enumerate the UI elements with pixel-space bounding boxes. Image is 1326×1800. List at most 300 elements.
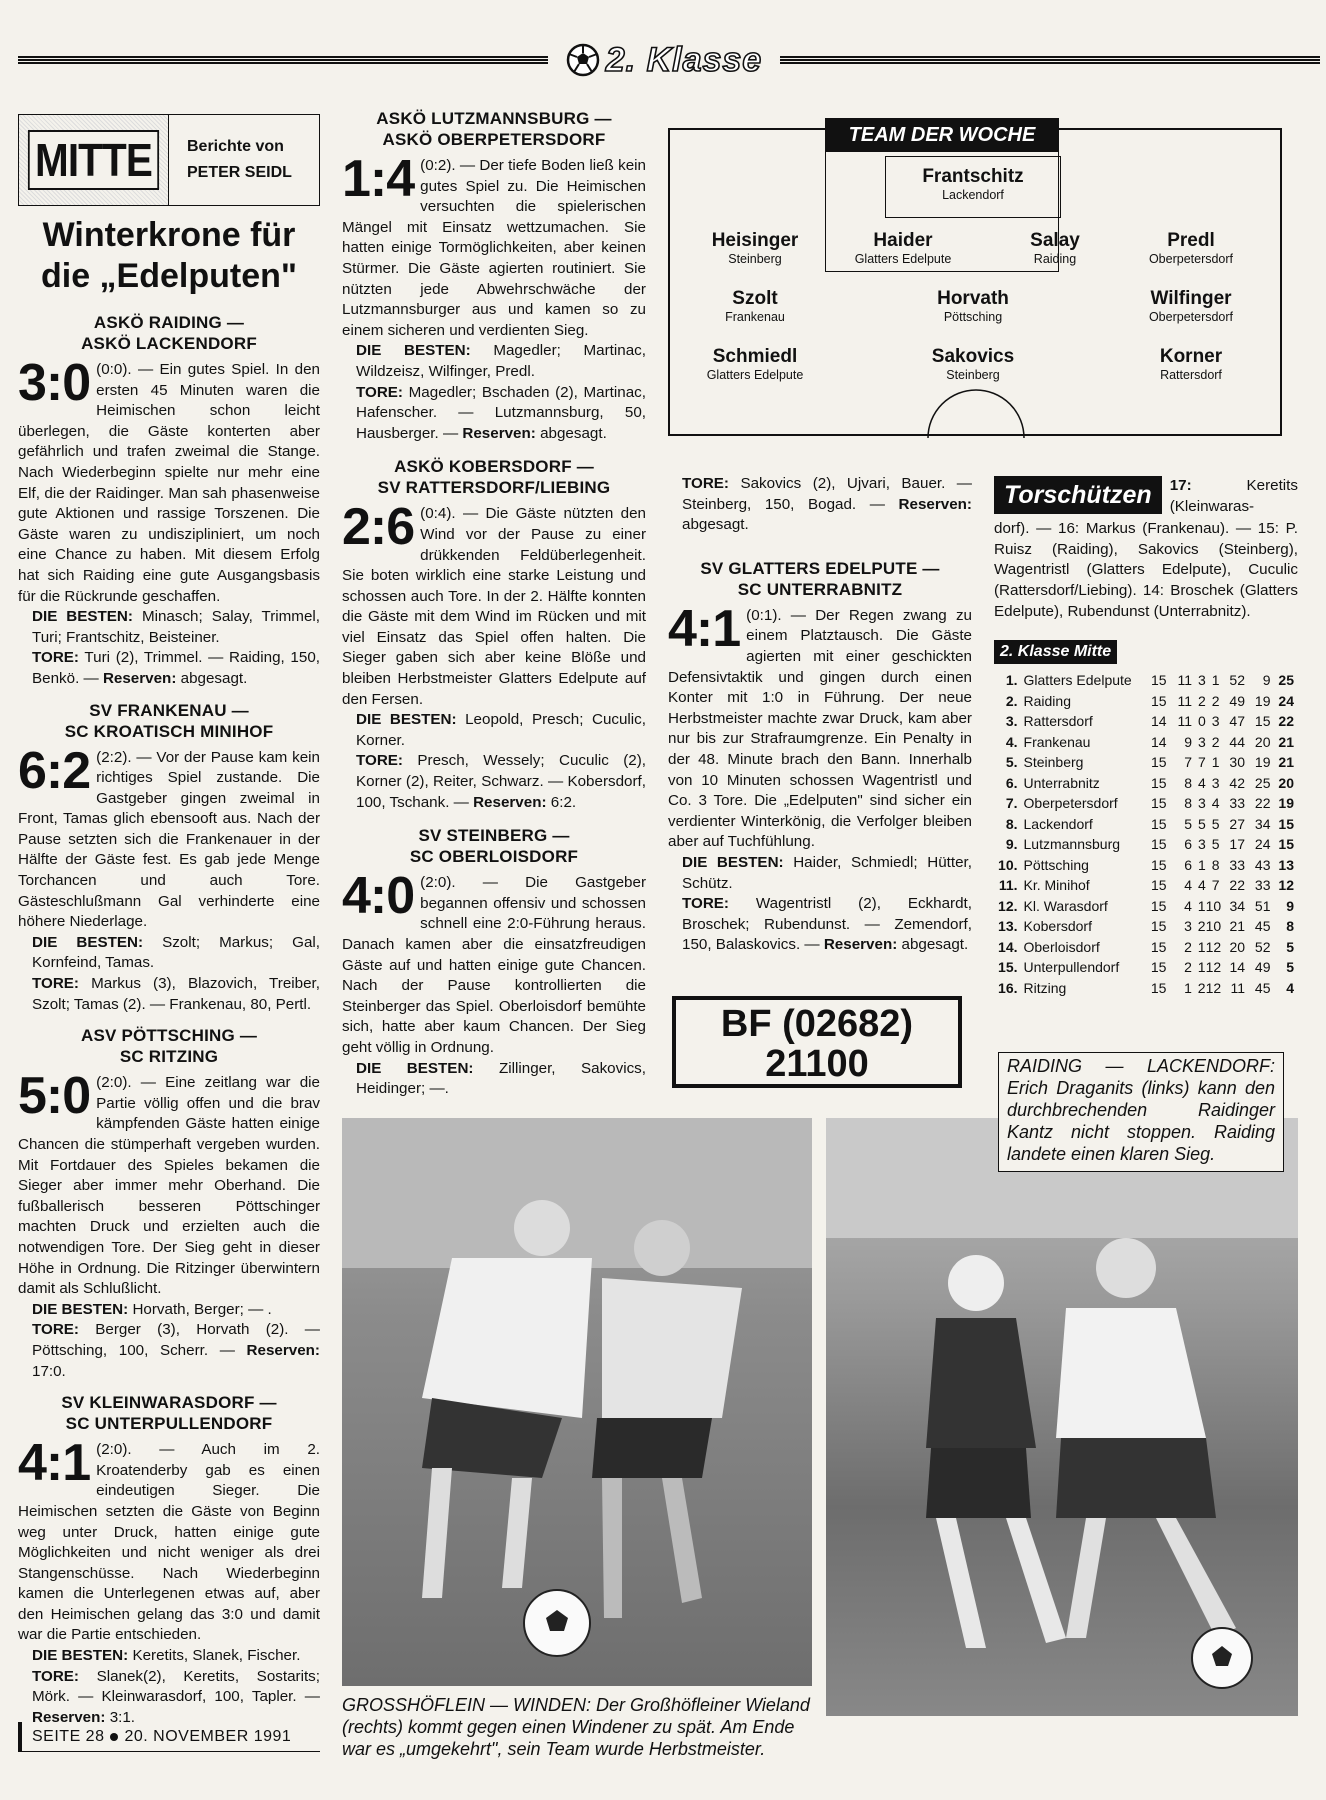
table-cell-pt: 15 xyxy=(1278,815,1294,832)
table-cell-u: 3 xyxy=(1198,672,1206,688)
match-score: 4:0 xyxy=(342,867,415,926)
match-report xyxy=(342,150,646,341)
table-row xyxy=(994,896,1294,917)
table-cell-g: 11 xyxy=(1177,672,1193,688)
best-players xyxy=(18,607,320,648)
table-cell-pos: 1. xyxy=(1005,672,1018,688)
table-cell-u: 1 xyxy=(1197,959,1206,975)
table-cell-team: Kl. Warasdorf xyxy=(1023,897,1108,914)
page-date: 20. NOVEMBER 1991 xyxy=(124,1727,292,1745)
table-cell-pos: 7. xyxy=(1005,795,1018,811)
table-cell-v: 1 xyxy=(1211,754,1220,770)
byline xyxy=(169,115,319,205)
match-report xyxy=(18,1434,320,1646)
table-cell-u: 1 xyxy=(1197,897,1206,914)
table-cell-sp: 15 xyxy=(1150,979,1167,996)
table-cell-tg: 44 xyxy=(1229,733,1245,750)
table-cell-sp: 15 xyxy=(1151,795,1167,811)
table-cell-te: 33 xyxy=(1254,877,1271,893)
table-cell-pt: 15 xyxy=(1278,836,1294,852)
match-title-line: SC UNTERPULLENDORF xyxy=(65,1414,273,1434)
table-cell-v: 7 xyxy=(1211,877,1220,893)
best-text: Szolt; Markus; Gal, Kornfeind, Tamas. xyxy=(32,933,320,972)
match-score: 6:2 xyxy=(18,741,91,800)
table-cell-tg: 20 xyxy=(1229,938,1246,955)
table-cell-tg: 17 xyxy=(1229,836,1245,852)
table-cell-pos: 4. xyxy=(1005,733,1018,750)
table-cell-sp: 15 xyxy=(1151,774,1167,791)
bullet-icon xyxy=(110,1733,118,1741)
photo-caption-right: RAIDING — LACKENDORF: Erich Draganits (links) kann den durchbrechenden Raidinger Kantz nicht stoppen. Raiding landete einen klaren Sieg. xyxy=(998,1052,1284,1172)
table-cell-te: 22 xyxy=(1254,795,1271,811)
tore-label: TORE: xyxy=(682,475,729,492)
best-players xyxy=(342,1059,646,1100)
table-cell-g: 7 xyxy=(1184,754,1193,770)
table-cell-pt: 22 xyxy=(1278,713,1294,729)
report-text: (2:0). — Eine zeitlang war die Partie völlig offen und die brav kämpfenden Gäste hatten einige Chancen die stümperhaft vergeben wurden. Mit Fortdauer des Spieles bekamen die Sieger aber immer mehr Oberhand. Die fußballerisch besseren Pöttschinger machten Druck und erzielten auch die notwendigen Tore. Der Sieg geht in dieser Höhe in Ordnung. Die Ritzinger überwintern damit als Schlußlicht. xyxy=(18,1074,320,1298)
table-cell-sp: 15 xyxy=(1150,918,1167,934)
best-label: DIE BESTEN: xyxy=(32,933,144,951)
player-club: Oberpetersdorf xyxy=(1148,252,1234,266)
table-cell-u: 3 xyxy=(1198,733,1206,750)
table-cell-te: 24 xyxy=(1254,836,1271,852)
team-of-week xyxy=(668,124,1282,436)
tore-text: Sakovics (2), Ujvari, Bauer. — Steinberg, 150, Bogad. — xyxy=(682,475,972,513)
reserves-text: 6:2. xyxy=(550,793,577,811)
reserves-text: 3:1. xyxy=(109,1708,136,1726)
table-cell-tg: 14 xyxy=(1229,959,1246,975)
table-cell-v: 2 xyxy=(1211,733,1220,750)
table-cell-u: 5 xyxy=(1198,815,1206,832)
match-title xyxy=(342,108,646,150)
table-cell-te: 34 xyxy=(1254,815,1271,832)
best-label: DIE BESTEN: xyxy=(32,1647,129,1665)
table-cell-u: 3 xyxy=(1198,795,1206,811)
goals xyxy=(18,1320,320,1382)
table-cell-g: 8 xyxy=(1184,795,1193,811)
table-cell-u: 4 xyxy=(1198,877,1206,893)
report-text: (2:2). — Vor der Pause kam kein richtiges Spiel zustande. Die Gastgeber gingen zweimal in Front, Tamas glich ebensooft aus. Nach der Pause setzten sich die Frankenauer in der Hälfte der Gäste fest. Es gab jede Menge Torchancen und auch Tore. Gästeschlußmann Gal verhinderte eine höhere Niederlage. xyxy=(18,748,320,931)
table-cell-pt: 5 xyxy=(1286,938,1294,955)
table-cell-u: 2 xyxy=(1197,979,1206,996)
goals xyxy=(18,974,320,1015)
best-label: DIE BESTEN: xyxy=(356,711,457,729)
byline-2: PETER SEIDL xyxy=(187,164,292,181)
best-text: Keretits, Slanek, Fischer. xyxy=(132,1647,301,1665)
table-cell-te: 45 xyxy=(1254,918,1271,934)
player-club: Oberpetersdorf xyxy=(1148,310,1234,324)
goals xyxy=(342,383,646,445)
table-cell-pt: 4 xyxy=(1286,979,1294,996)
reserves-label: Reserven: xyxy=(823,936,898,954)
table-cell-tg: 33 xyxy=(1229,856,1245,873)
table-cell-v: 1 xyxy=(1211,672,1220,688)
table-row xyxy=(994,875,1294,896)
player-card xyxy=(670,230,840,267)
table-cell-v: 12 xyxy=(1205,959,1222,975)
player-card xyxy=(1106,288,1276,325)
header-section xyxy=(548,38,780,82)
match-report xyxy=(342,867,646,1058)
table-cell-pt: 25 xyxy=(1278,672,1294,688)
table-cell-g: 2 xyxy=(1184,938,1192,955)
table-cell-te: 49 xyxy=(1254,959,1271,975)
reserves-label: Reserven: xyxy=(102,669,177,687)
scorers-first xyxy=(1170,476,1298,517)
table-cell-sp: 15 xyxy=(1151,692,1167,709)
table-cell-g: 11 xyxy=(1177,713,1193,729)
table-cell-pos: 13. xyxy=(998,918,1018,934)
best-players xyxy=(342,341,646,382)
reserves-text: abgesagt. xyxy=(180,669,248,687)
match-title-line: SV GLATTERS EDELPUTE — xyxy=(700,558,940,578)
player-name: Korner xyxy=(1159,346,1223,367)
best-label: DIE BESTEN: xyxy=(356,342,471,360)
table-cell-te: 19 xyxy=(1254,692,1271,709)
player-name: Salay xyxy=(1030,230,1080,251)
player-card xyxy=(888,166,1058,203)
tore-text: Presch, Wessely; Cuculic (2), Korner (2), Reiter, Schwarz. — Kobersdorf, 100, Tschank. — xyxy=(356,752,646,811)
table-cell-sp: 15 xyxy=(1150,938,1167,955)
table-cell-team: Rattersdorf xyxy=(1023,713,1093,729)
table-cell-sp: 14 xyxy=(1151,713,1167,729)
match-title xyxy=(18,700,320,742)
player-name: Haider xyxy=(873,230,933,251)
table-cell-pos: 8. xyxy=(1005,815,1018,832)
phone-line-2: 21100 xyxy=(765,1043,869,1085)
scorers-text: dorf). — 16: Markus (Frankenau). — 15: P. Ruisz (Raiding), Sakovics (Steinberg), Wagentristl (Glatters Edelpute), Cuculic (Rattersdorf/Liebing). 14: Broschek (Glatters Edelpute), Rubendunst (Unterrabnitz). xyxy=(994,520,1298,620)
reserves-label: Reserven: xyxy=(246,1341,320,1359)
tore-text: Slanek(2), Keretits, Sostarits; Mörk. — Kleinwarasdorf, 100, Tapler. — xyxy=(32,1667,320,1706)
table-cell-team: Steinberg xyxy=(1023,754,1084,770)
player-club: Frankenau xyxy=(725,310,785,324)
goals xyxy=(18,1667,320,1729)
table-cell-g: 4 xyxy=(1184,897,1192,914)
reserves-label: Reserven: xyxy=(32,1708,106,1726)
table-title: 2. Klasse Mitte xyxy=(994,640,1117,664)
best-text: Minasch; Salay, Trimmel, Turi; Frantschitz, Beisteiner. xyxy=(32,608,320,646)
table-cell-pt: 12 xyxy=(1278,877,1294,893)
table-cell-u: 7 xyxy=(1198,754,1206,770)
table-cell-u: 3 xyxy=(1198,836,1206,852)
player-card xyxy=(1106,230,1276,267)
table-cell-g: 4 xyxy=(1184,877,1193,893)
headline-line-2: die „Edelputen" xyxy=(40,257,298,295)
best-label: DIE BESTEN: xyxy=(356,1059,474,1077)
table-cell-team: Oberloisdorf xyxy=(1023,938,1100,955)
player-name: Sakovics xyxy=(931,346,1015,367)
table-row xyxy=(994,834,1294,855)
table-cell-v: 8 xyxy=(1211,856,1220,873)
match-title-line: ASKÖ OBERPETERSDORF xyxy=(382,130,606,149)
table-row xyxy=(994,732,1294,753)
player-club: Rattersdorf xyxy=(1160,368,1222,382)
table-cell-pt: 19 xyxy=(1278,795,1294,811)
table-cell-g: 11 xyxy=(1177,692,1193,709)
best-players xyxy=(668,853,972,894)
table-cell-tg: 21 xyxy=(1229,918,1246,934)
match-title-line: SC RITZING xyxy=(119,1047,219,1067)
best-label: DIE BESTEN: xyxy=(32,608,133,626)
table-cell-pos: 10. xyxy=(998,856,1018,873)
table-cell-te: 9 xyxy=(1262,672,1271,688)
table-cell-sp: 15 xyxy=(1151,836,1167,852)
player-card xyxy=(818,230,988,267)
table-cell-pos: 3. xyxy=(1005,713,1018,729)
region-label: MITTE xyxy=(28,130,159,190)
table-cell-team: Unterpullendorf xyxy=(1023,959,1120,975)
player-club: Glatters Edelpute xyxy=(706,368,804,382)
player-card xyxy=(888,346,1058,383)
match-title-line: SV RATTERSDORF/LIEBING xyxy=(377,478,611,498)
table-cell-v: 10 xyxy=(1205,897,1222,914)
match-title-line: ASKÖ LACKENDORF xyxy=(81,334,257,353)
table-cell-pt: 8 xyxy=(1286,918,1294,934)
table-cell-te: 25 xyxy=(1254,774,1271,791)
table-cell-team: Frankenau xyxy=(1023,733,1091,750)
region-label-wrap xyxy=(19,115,169,205)
best-players xyxy=(18,933,320,974)
table-cell-sp: 15 xyxy=(1150,959,1167,975)
table-cell-team: Raiding xyxy=(1023,692,1071,709)
table-cell-sp: 15 xyxy=(1150,897,1167,914)
table-cell-v: 5 xyxy=(1211,836,1220,852)
scorers-title: Torschützen xyxy=(994,476,1162,514)
headline-line-1: Winterkrone für xyxy=(42,216,296,254)
table-cell-team: Unterrabnitz xyxy=(1023,774,1100,791)
tore-text: Wagentristl (2), Eckhardt, Broschek; Rubendunst. — Zemendorf, 150, Balaskovics. — xyxy=(682,895,972,954)
match-score: 5:0 xyxy=(18,1067,91,1126)
table-row xyxy=(994,773,1294,794)
table-cell-u: 2 xyxy=(1197,918,1206,934)
table-cell-pt: 21 xyxy=(1278,754,1294,770)
tore-text: Berger (3), Horvath (2). — Pöttsching, 100, Scherr. — xyxy=(32,1321,320,1359)
player-name: Szolt xyxy=(732,288,778,309)
table-cell-u: 1 xyxy=(1198,856,1206,873)
best-players xyxy=(18,1646,320,1667)
player-card xyxy=(670,288,840,325)
league-table xyxy=(994,640,1294,998)
table-cell-g: 5 xyxy=(1184,815,1193,832)
table-cell-te: 19 xyxy=(1254,754,1271,770)
table-cell-pos: 16. xyxy=(998,979,1018,996)
reserves-text: abgesagt. xyxy=(901,936,969,954)
table-row xyxy=(994,855,1294,876)
match-score: 4:1 xyxy=(668,599,741,658)
match-title-line: SV FRANKENAU — xyxy=(89,700,249,720)
table-cell-sp: 15 xyxy=(1151,856,1167,873)
table-cell-sp: 15 xyxy=(1151,754,1167,770)
match-title xyxy=(668,558,972,600)
photo-raiding-lackendorf xyxy=(826,1118,1298,1716)
table-cell-v: 5 xyxy=(1211,815,1220,832)
table-cell-team: Kobersdorf xyxy=(1023,918,1092,934)
player-card xyxy=(670,346,840,383)
table-cell-sp: 15 xyxy=(1151,815,1167,832)
scorers-top-club: (Kleinwaras- xyxy=(1169,497,1255,515)
match-score: 2:6 xyxy=(342,498,415,557)
goals xyxy=(668,474,972,536)
best-label: DIE BESTEN: xyxy=(682,853,784,871)
match-title-line: ASKÖ LUTZMANNSBURG — xyxy=(376,109,612,128)
table-row xyxy=(994,814,1294,835)
table-cell-tg: 11 xyxy=(1230,979,1246,996)
best-text: Horvath, Berger; — . xyxy=(132,1300,272,1318)
football-icon xyxy=(566,43,600,77)
table-cell-pt: 5 xyxy=(1286,959,1294,975)
match-title xyxy=(18,1392,320,1434)
player-club: Raiding xyxy=(1033,252,1077,266)
report-text: (2:0). — Auch im 2. Kroatenderby gab es einen eindeutigen Sieger. Die Heimischen setzten die Gäste von Beginn weg unter Druck, hatten einige gute Möglichkeiten und nicht weniger als drei Stangenschüsse. Nach Wiederbeginn kamen die Unterlegenen etwas auf, aber den Heimischen gelang das 3:0 und damit war die Partie entschieden. xyxy=(18,1441,320,1644)
player-name: Heisinger xyxy=(711,230,799,251)
table-row xyxy=(994,916,1294,937)
table-cell-pt: 24 xyxy=(1278,692,1294,709)
match-title-line: SV STEINBERG — xyxy=(418,826,570,846)
table-cell-team: Kr. Minihof xyxy=(1023,877,1090,893)
header-rule-left xyxy=(18,56,548,65)
tore-label: TORE: xyxy=(356,383,403,401)
goals xyxy=(18,648,320,689)
table-cell-tg: 52 xyxy=(1229,672,1245,688)
scorers-top-name: Keretits xyxy=(1246,477,1298,494)
table-row xyxy=(994,793,1294,814)
player-card xyxy=(1106,346,1276,383)
table-cell-pos: 14. xyxy=(998,938,1018,955)
table-cell-te: 15 xyxy=(1254,713,1271,729)
table-cell-te: 51 xyxy=(1254,897,1271,914)
table-cell-pt: 20 xyxy=(1278,774,1294,791)
table-cell-team: Lackendorf xyxy=(1023,815,1093,832)
table-cell-g: 6 xyxy=(1184,836,1193,852)
table-cell-u: 2 xyxy=(1198,692,1206,709)
match-title xyxy=(18,312,320,354)
tore-label: TORE: xyxy=(682,895,729,913)
table-row xyxy=(994,670,1294,691)
table-cell-v: 2 xyxy=(1211,692,1220,709)
table-cell-g: 3 xyxy=(1184,918,1192,934)
table-cell-g: 9 xyxy=(1184,733,1193,750)
table-cell-pos: 11. xyxy=(998,877,1018,893)
player-card xyxy=(888,288,1058,325)
table-cell-v: 12 xyxy=(1205,979,1222,996)
table-cell-tg: 34 xyxy=(1229,897,1246,914)
match-score: 1:4 xyxy=(342,150,415,208)
table-cell-g: 2 xyxy=(1184,959,1192,975)
match-title-line: SC OBERLOISDORF xyxy=(409,847,579,867)
table-cell-v: 10 xyxy=(1205,918,1222,934)
match-report xyxy=(18,1067,320,1300)
header-rule-right xyxy=(780,56,1320,65)
photo-caption-bottom: GROSSHÖFLEIN — WINDEN: Der Großhöfleiner Wieland (rechts) kommt gegen einen Windener zu spät. Am Ende war es „umgekehrt", sein Team wurde Herbstmeister. xyxy=(342,1695,810,1759)
table-cell-tg: 27 xyxy=(1229,815,1245,832)
column-2 xyxy=(342,108,646,1100)
table-cell-g: 1 xyxy=(1184,979,1192,996)
best-text: Haider, Schmiedl; Hütter, Schütz. xyxy=(682,853,972,892)
table-cell-sp: 14 xyxy=(1151,733,1167,750)
table-cell-v: 3 xyxy=(1211,713,1220,729)
tore-text: Markus (3), Blazovich, Treiber, Szolt; Tamas (2). — Frankenau, 80, Pertl. xyxy=(32,975,320,1013)
reserves-label: Reserven: xyxy=(898,495,972,513)
scorers-head xyxy=(994,476,1298,517)
table-cell-team: Glatters Edelpute xyxy=(1023,672,1132,688)
player-club: Pöttsching xyxy=(943,310,1003,324)
column-3 xyxy=(668,474,972,956)
tore-text: Turi (2), Trimmel. — Raiding, 150, Benkö. — xyxy=(32,649,320,687)
reserves-text: abgesagt. xyxy=(540,424,607,442)
table-cell-tg: 30 xyxy=(1229,754,1245,770)
football-players-illustration xyxy=(826,1118,1298,1716)
match-report xyxy=(18,354,320,607)
match-report xyxy=(342,498,646,710)
match-title-line: ASKÖ RAIDING — xyxy=(93,313,245,332)
table-cell-tg: 42 xyxy=(1229,774,1245,791)
table-cell-sp: 15 xyxy=(1151,672,1167,688)
report-text: (2:0). — Die Gastgeber begannen offensiv und schossen schnell eine 2:0-Führung heraus. Danach kamen aber die einsatzfreudigen Gäste auf und hatten einige gute Chancen. Nach der Pause kontrollierten die Steinberger das Spiel. Oberloisdorf bemühte sich, hatte aber kaum Chancen. Der Sieg geht völlig in Ordnung. xyxy=(342,874,646,1056)
report-text: (0:2). — Der tiefe Boden ließ kein gutes Spiel zu. Die Heimischen versuchten die spielerischen Mängel mit Einsatz wettzumachen. Sie hatten einige Tormöglichkeiten, aber keinen Stürmer. Die Gäste agierten routiniert. Sie nützten jede Abwehrschwäche der Lutzmannsburger aus und kamen so zu einem sicheren und verdienten Sieg. xyxy=(342,157,646,339)
match-score: 4:1 xyxy=(18,1434,91,1493)
report-text: (0:4). — Die Gäste nützten den Wind vor der Pause zu einer drükkenden Feldüberlegenheit. Sie boten wirklich eine starke Leistung und schossen auch Tore. In der 2. Hälfte konnten die Gäste mit dem Wind im Rücken und mit viel Einsatz das Spiel offen halten. Die Sieger gaben sich aber keine Blöße und bleiben Herbstmeister Glatters Edelpute auf den Fersen. xyxy=(342,505,646,708)
table-cell-pos: 9. xyxy=(1005,836,1018,852)
player-club: Steinberg xyxy=(946,368,1000,382)
best-label: DIE BESTEN: xyxy=(32,1300,129,1318)
reserves-text: 17:0. xyxy=(32,1362,66,1380)
region-box xyxy=(18,114,320,206)
tore-label: TORE: xyxy=(32,649,79,667)
table-row xyxy=(994,957,1294,978)
goals xyxy=(342,751,646,813)
table-cell-pos: 6. xyxy=(1005,774,1018,791)
table-cell-pt: 13 xyxy=(1278,856,1294,873)
table-cell-sp: 15 xyxy=(1151,877,1167,893)
best-players xyxy=(342,710,646,751)
match-title xyxy=(342,825,646,867)
football-players-illustration xyxy=(342,1118,812,1686)
table-cell-pt: 21 xyxy=(1278,733,1294,750)
table-cell-tg: 49 xyxy=(1229,692,1245,709)
reserves-label: Reserven: xyxy=(473,793,547,811)
match-title-line: ASV PÖTTSCHING — xyxy=(80,1026,258,1046)
tore-label: TORE: xyxy=(356,752,403,770)
table-cell-v: 12 xyxy=(1205,938,1222,955)
tore-text: Magedler; Bschaden (2), Martinac, Hafenscher. — Lutzmannsburg, 50, Hausberger. — xyxy=(356,383,646,442)
table-cell-team: Ritzing xyxy=(1023,979,1067,996)
table-cell-g: 6 xyxy=(1184,856,1193,873)
goals xyxy=(668,894,972,956)
table-cell-te: 52 xyxy=(1254,938,1271,955)
table-row xyxy=(994,978,1294,999)
best-text: Zillinger, Sakovics, Heidinger; —. xyxy=(356,1059,646,1098)
player-name: Predl xyxy=(1167,230,1215,251)
match-title xyxy=(342,456,646,498)
table-cell-pos: 15. xyxy=(998,959,1018,975)
byline-1: Berichte von xyxy=(187,138,284,155)
column-1 xyxy=(18,312,320,1728)
tore-label: TORE: xyxy=(32,1667,79,1685)
player-name: Frantschitz xyxy=(922,166,1024,187)
player-club: Glatters Edelpute xyxy=(854,252,952,266)
report-text: (0:0). — Ein gutes Spiel. In den ersten 45 Minuten waren die Heimischen schon leicht überlegen, die Gäste konterten aber gefährlich und trafen zweimal die Stange. Nach Wiederbeginn spielte nur mehr eine Elf, die der Raidinger. Man sah phasenweise gute Aktionen und rassige Torszenen. Die Gäste waren zu undiszipliniert, um noch eine Chance zu haben. Mit diesem Erfolg hat sich Raiding eine gute Ausgangsbasis für die Rückrunde geschaffen. xyxy=(18,361,320,605)
center-arc xyxy=(926,380,1026,438)
table-cell-pos: 2. xyxy=(1005,692,1018,709)
page-headline xyxy=(18,215,320,297)
table-cell-pos: 12. xyxy=(998,897,1018,914)
match-report xyxy=(18,741,320,933)
table-row xyxy=(994,752,1294,773)
reserves-label: Reserven: xyxy=(462,424,536,442)
table-cell-u: 0 xyxy=(1198,713,1206,729)
player-club: Lackendorf xyxy=(942,188,1004,202)
match-title-line: SC KROATISCH MINIHOF xyxy=(64,721,274,741)
